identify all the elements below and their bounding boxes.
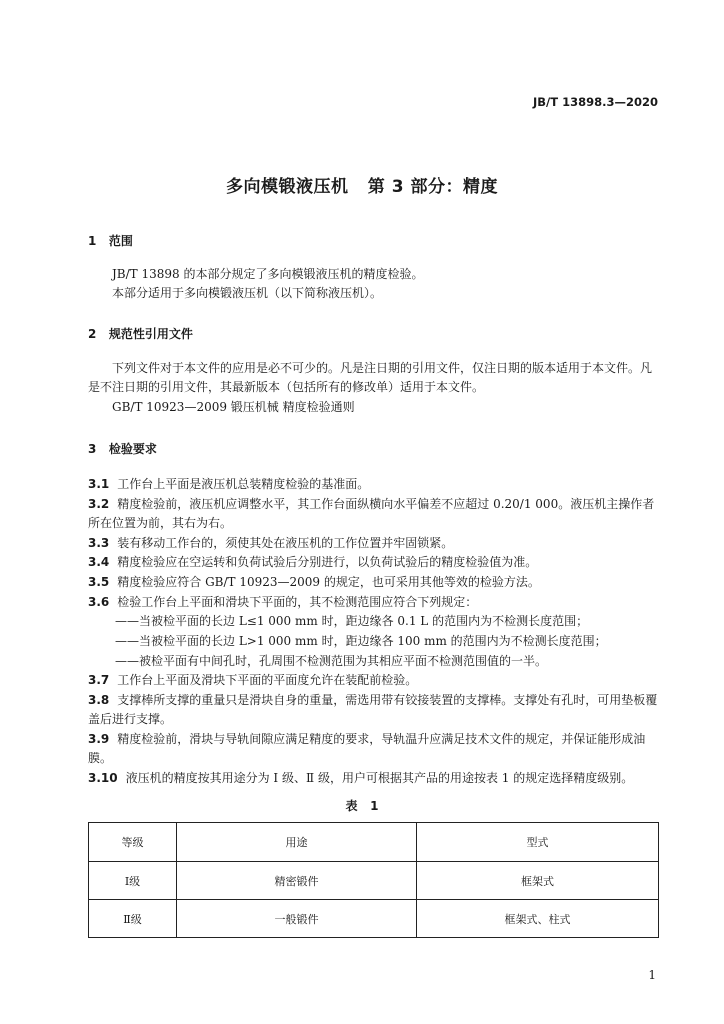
clause-text: 检验工作台上平面和滑块下平面的，其不检测范围应符合下列规定： <box>117 595 478 609</box>
table-header-row <box>89 823 659 862</box>
clause-3-2 <box>88 495 658 533</box>
clause-3-9 <box>88 730 658 768</box>
clause-number: 3.2 <box>88 497 110 511</box>
clause-number: 3.9 <box>88 732 110 746</box>
clause-3-3 <box>88 534 658 553</box>
grade-table <box>88 822 659 938</box>
table-cell: 框架式 <box>417 862 659 900</box>
table-caption: 表 1 <box>345 799 379 813</box>
section-1-heading: 1 范围 <box>88 234 133 248</box>
clause-number: 3.3 <box>88 536 110 550</box>
table-cell: Ⅰ级 <box>89 862 177 900</box>
table-row <box>89 862 659 900</box>
clause-number: 3.10 <box>88 771 118 785</box>
section-2-para: 下列文件对于本文件的应用是必不可少的。凡是注日期的引用文件，仅注日期的版本适用于本文件。凡是不注日期的引用文件，其最新版本（包括所有的修改单）适用于本文件。 <box>88 361 653 394</box>
clause-number: 3.5 <box>88 575 110 589</box>
table-cell: 框架式、柱式 <box>417 900 659 938</box>
clause-text: 工作台上平面是液压机总装精度检验的基准面。 <box>117 477 370 491</box>
clause-text: 精度检验应符合 GB/T 10923—2009 的规定，也可采用其他等效的检验方法。 <box>117 575 540 589</box>
clause-text: 精度检验前，液压机应调整水平，其工作台面纵横向水平偏差不应超过 0.20/1 000。液压机主操作者所在位置为前，其右为右。 <box>88 497 655 530</box>
dash-item-1: ——当被检平面的长边 L≤1 000 mm 时，距边缘各 0.1 L 的范围内为不检测长度范围； <box>115 614 589 628</box>
document-title: 多向模锻液压机 第 3 部分：精度 <box>226 177 498 197</box>
clause-text: 工作台上平面及滑块下平面的平面度允许在装配前检验。 <box>117 673 418 687</box>
clause-3-1 <box>88 475 658 494</box>
section-3-heading: 3 检验要求 <box>88 442 157 456</box>
dash-item-3: ——被检平面有中间孔时，孔周围不检测范围为其相应平面不检测范围值的一半。 <box>115 654 548 668</box>
header-cell-usage: 用途 <box>177 823 417 862</box>
section-1-para-1: JB/T 13898 的本部分规定了多向模锻液压机的精度检验。 <box>112 267 424 281</box>
table-row <box>89 900 659 938</box>
clause-number: 3.4 <box>88 555 110 569</box>
dash-item-2: ——当被检平面的长边 L>1 000 mm 时，距边缘各 100 mm 的范围内为不检测长度范围； <box>115 634 607 648</box>
clause-text: 支撑棒所支撑的重量只是滑块自身的重量，需选用带有铰接装置的支撑棒。支撑处有孔时，可用垫板覆盖后进行支撑。 <box>88 693 658 726</box>
clause-3-8 <box>88 691 658 729</box>
table-cell: 精密锻件 <box>177 862 417 900</box>
section-2-reference: GB/T 10923—2009 锻压机械 精度检验通则 <box>112 400 355 414</box>
clause-number: 3.1 <box>88 477 110 491</box>
clause-text: 装有移动工作台的，须使其处在液压机的工作位置并牢固锁紧。 <box>117 536 454 550</box>
table-cell: 一般锻件 <box>177 900 417 938</box>
clause-number: 3.8 <box>88 693 110 707</box>
clause-3-5 <box>88 573 658 592</box>
header-cell-type: 型式 <box>417 823 659 862</box>
clause-3-4 <box>88 553 658 572</box>
header-cell-grade: 等级 <box>89 823 177 862</box>
table-cell: Ⅱ级 <box>89 900 177 938</box>
clause-text: 精度检验前，滑块与导轨间隙应满足精度的要求，导轨温升应满足技术文件的规定，并保证能形成油膜。 <box>88 732 646 765</box>
standard-code: JB/T 13898.3—2020 <box>533 95 658 109</box>
section-2-heading: 2 规范性引用文件 <box>88 327 193 341</box>
clause-3-10 <box>88 769 658 788</box>
clause-text: 精度检验应在空运转和负荷试验后分别进行，以负荷试验后的精度检验值为准。 <box>117 555 538 569</box>
clause-number: 3.6 <box>88 595 110 609</box>
section-1-para-2: 本部分适用于多向模锻液压机（以下简称液压机）。 <box>112 286 383 300</box>
clause-number: 3.7 <box>88 673 110 687</box>
page-number: 1 <box>648 968 656 982</box>
clause-3-6 <box>88 593 658 612</box>
clause-text: 液压机的精度按其用途分为 Ⅰ 级、Ⅱ 级，用户可根据其产品的用途按表 1 的规定选择精度级别。 <box>125 771 634 785</box>
clause-3-7 <box>88 671 658 690</box>
